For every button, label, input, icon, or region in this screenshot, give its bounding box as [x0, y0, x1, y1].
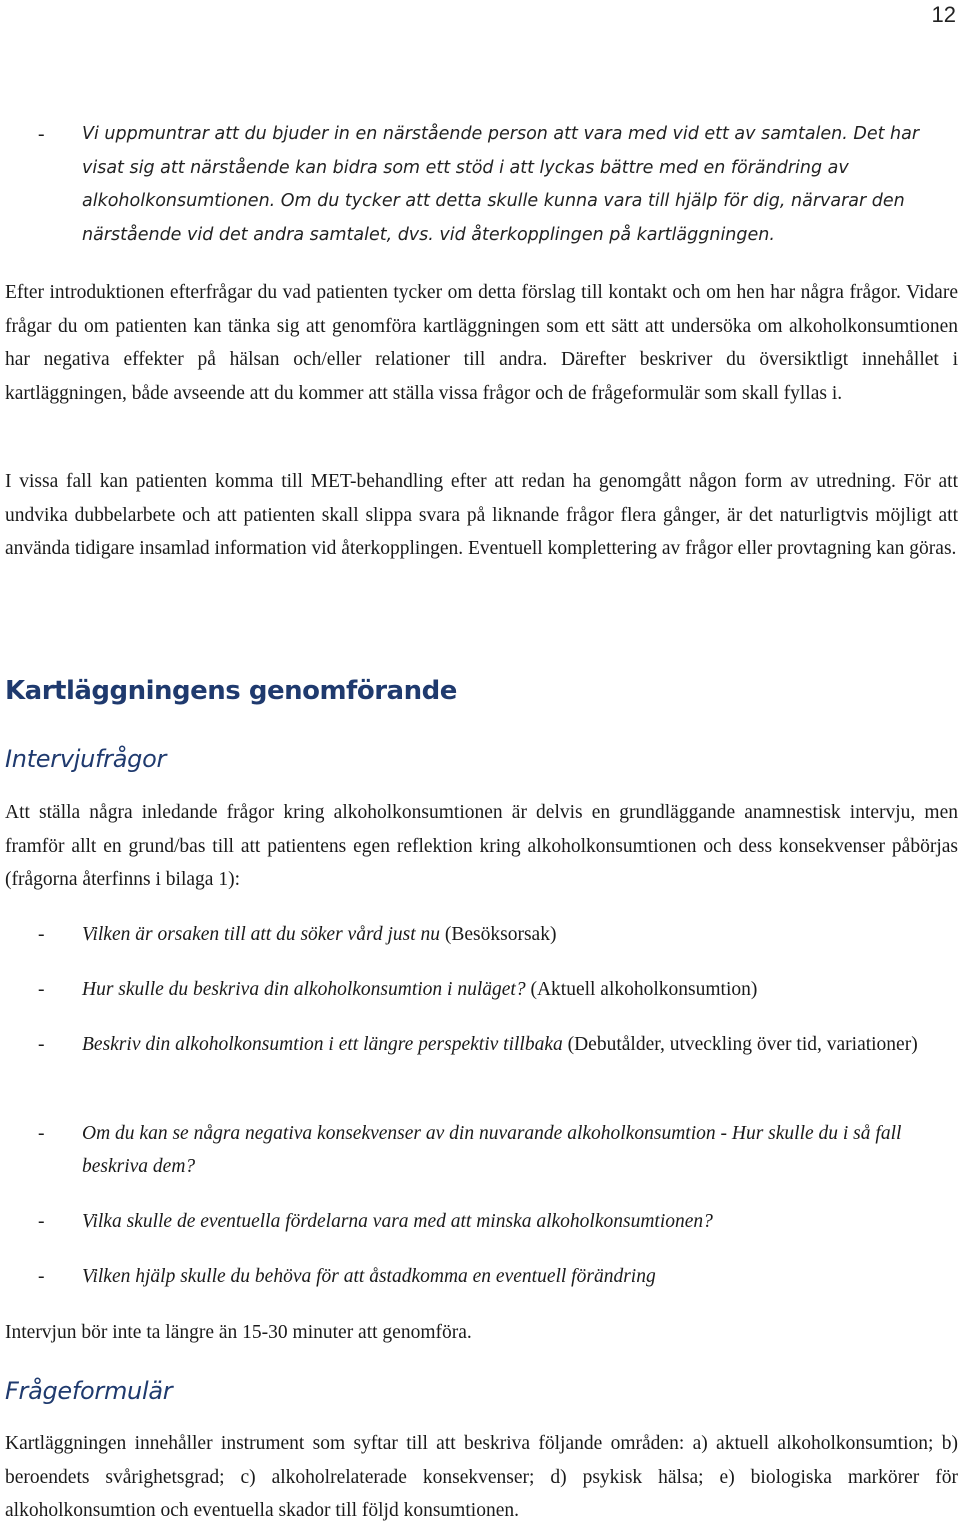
- question-note: (Aktuell alkoholkonsumtion): [525, 979, 758, 1000]
- paragraph-questionnaire: Kartläggningen innehåller instrument som syftar till att beskriva följande områden: a) aktuell alkoholkonsumtion; b) beroendets svårighetsgrad; c) alkoholrelaterade konsekvenser; d) psykisk hälsa; e) biologiska markörer för alkoholkonsumtion och eventuella skador till följd konsumtionen.: [5, 1433, 958, 1521]
- interview-question-item: [38, 973, 958, 1006]
- subsection-heading-questionnaire: Frågeformulär: [5, 1377, 173, 1405]
- interview-question-item: [38, 1205, 958, 1238]
- bullet-dash: -: [38, 979, 45, 1000]
- bullet-dash: -: [38, 924, 45, 945]
- question-text: Om du kan se några negativa konsekvenser av din nuvarande alkoholkonsumtion - Hur skulle du i så fall beskriva dem?: [82, 1123, 902, 1177]
- intro-bullet-text: Vi uppmuntrar att du bjuder in en närstående person att vara med vid ett av samtalen. Det har visat sig att närstående kan bidra som ett stöd i att lyckas bättre med en förändring av alkoholkonsumtionen. Om du tycker att detta skulle kunna vara till hjälp för dig, närvarar den närstående vid det andra samtalet, dvs. vid återkopplingen på kartläggningen.: [82, 124, 920, 245]
- bullet-dash: -: [38, 124, 45, 145]
- bullet-dash: -: [38, 1123, 45, 1144]
- bullet-dash: -: [38, 1034, 45, 1055]
- section-heading: Kartläggningens genomförande: [5, 676, 457, 706]
- interview-question-item: [38, 918, 958, 951]
- question-note: (Besöksorsak): [440, 924, 557, 945]
- intro-bullet: [38, 118, 958, 252]
- subsection-heading-interview: Intervjufrågor: [5, 745, 167, 773]
- paragraph-previous-assessment: I vissa fall kan patienten komma till MET-behandling efter att redan ha genomgått någon form av utredning. För att undvika dubbelarbete och att patienten skall slippa svara på liknande frågor flera gånger, är det naturligtvis möjligt att använda tidigare insamlad information vid återkopplingen. Eventuell komplettering av frågor eller provtagning kan göras.: [5, 471, 958, 559]
- bullet-dash: -: [38, 1211, 45, 1232]
- paragraph-interview-intro: Att ställa några inledande frågor kring alkoholkonsumtionen är delvis en grundläggande anamnestisk intervju, men framför allt en grund/bas till att patientens egen reflektion kring alkoholkonsumtionen och dess konsekvenser påbörjas (frågorna återfinns i bilaga 1):: [5, 802, 958, 890]
- question-text-wrapper: [82, 1260, 958, 1293]
- paragraph-introduction-followup: Efter introduktionen efterfrågar du vad patienten tycker om detta förslag till kontakt och om hen har några frågor. Vidare frågar du om patienten kan tänka sig att genomföra kartläggningen som ett sätt att undersöka om alkoholkonsumtionen har negativa effekter på hälsan och/eller relationer till andra. Därefter beskriver du översiktligt innehållet i kartläggningen, både avseende att du kommer att ställa vissa frågor och de frågeformulär som skall fyllas i.: [5, 282, 958, 404]
- question-text: Hur skulle du beskriva din alkoholkonsumtion i nuläget?: [82, 979, 526, 1000]
- question-text: Beskriv din alkoholkonsumtion i ett längre perspektiv tillbaka: [82, 1034, 563, 1055]
- question-text-wrapper: [82, 1205, 958, 1238]
- bullet-dash: -: [38, 1266, 45, 1287]
- question-text-wrapper: [82, 1028, 958, 1061]
- question-text: Vilken hjälp skulle du behöva för att åstadkomma en eventuell förändring: [82, 1266, 656, 1287]
- paragraph-interview-duration: Intervjun bör inte ta längre än 15-30 minuter att genomföra.: [5, 1322, 472, 1343]
- question-text-wrapper: [82, 918, 958, 951]
- question-text-wrapper: [82, 973, 958, 1006]
- question-note: (Debutålder, utveckling över tid, variationer): [562, 1034, 918, 1055]
- interview-question-item: [38, 1117, 958, 1183]
- interview-question-item: [38, 1028, 958, 1061]
- page-number: 12: [931, 2, 956, 27]
- question-text-wrapper: [82, 1117, 958, 1183]
- interview-question-item: [38, 1260, 958, 1293]
- question-text: Vilka skulle de eventuella fördelarna vara med att minska alkoholkonsumtionen?: [82, 1211, 713, 1232]
- question-text: Vilken är orsaken till att du söker vård just nu: [82, 924, 440, 945]
